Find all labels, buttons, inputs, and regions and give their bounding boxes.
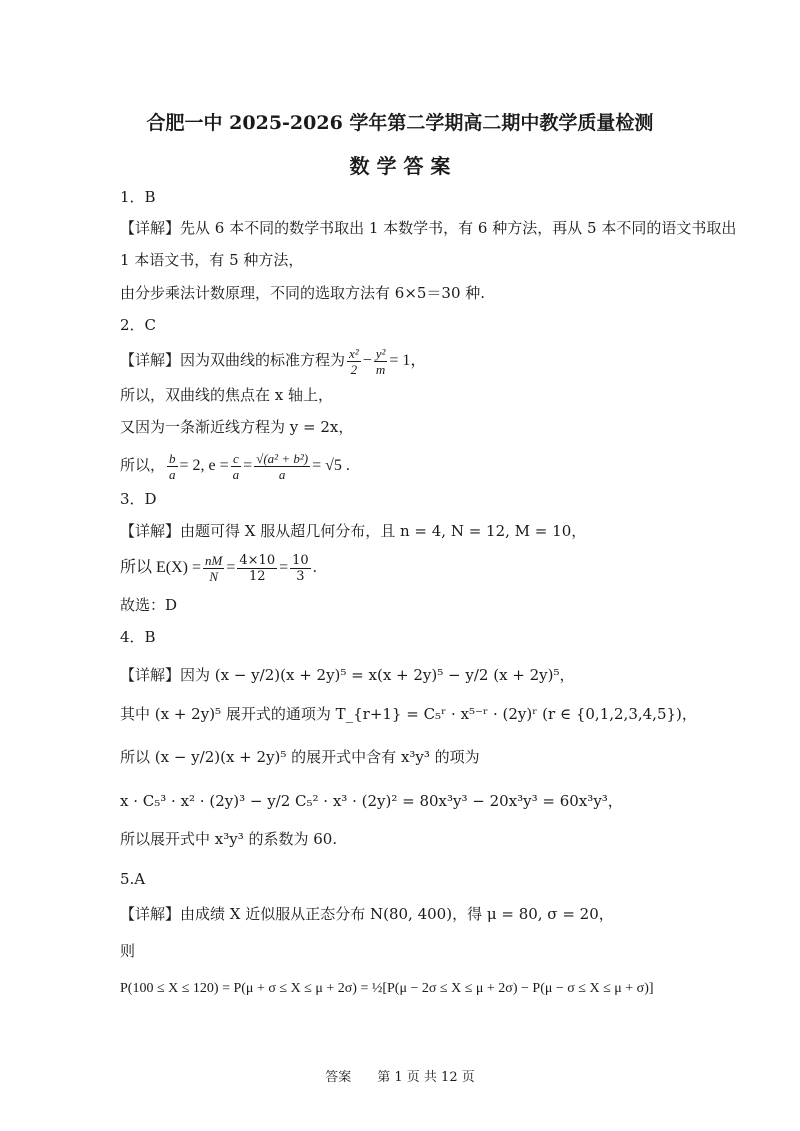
- q1-line3: 由分步乘法计数原理，不同的选取方法有 6×5＝30 种.: [120, 284, 486, 302]
- q2-frac3: [167, 451, 178, 482]
- q4-line4: x · C₅³ · x² · (2y)³ − y/2 C₅² · x³ · (2y)² = 80x³y³ − 20x³y³ = 60x³y³，: [120, 792, 623, 810]
- q1-answer: 1．B: [120, 188, 156, 206]
- q2-line2: 所以，双曲线的焦点在 x 轴上，: [120, 386, 333, 404]
- q4-line3: 所以 (x − y/2)(x + 2y)⁵ 的展开式中含有 x³y³ 的项为: [120, 748, 480, 766]
- q3-frac1-den: N: [209, 568, 219, 584]
- q3-frac1: [203, 553, 224, 584]
- q1-line1: 【详解】先从 6 本不同的数学书取出 1 本数学书，有 6 种方法，再从 5 本不同的语文书取出: [120, 219, 737, 237]
- q2-frac1-num: x²: [349, 345, 359, 361]
- q4-line5: 所以展开式中 x³y³ 的系数为 60.: [120, 830, 338, 848]
- q3-line2-prefix: 所以 E(X) =: [120, 559, 202, 576]
- q3-frac1-num: nM: [205, 552, 223, 568]
- q2-frac1-den: 2: [350, 361, 358, 377]
- page-title: 合肥一中 2025-2026 学年第二学期高二期中教学质量检测: [146, 112, 654, 134]
- q5-line1: 【详解】由成绩 X 近似服从正态分布 N(80, 400)，得 μ = 80, σ = 20，: [120, 905, 614, 923]
- q2-frac5-num: √(a² + b²): [256, 450, 309, 466]
- q2-line4-suffix: = √5 .: [312, 457, 350, 474]
- q5-answer: 5.A: [120, 870, 146, 888]
- q3-frac3-den: 3: [296, 568, 305, 584]
- q4-line1: 【详解】因为 (x − y/2)(x + 2y)⁵ = x(x + 2y)⁵ − y/2 (x + 2y)⁵，: [120, 666, 575, 684]
- q5-line3: P(100 ≤ X ≤ 120) = P(μ + σ ≤ X ≤ μ + 2σ) = ½[P(μ − 2σ ≤ X ≤ μ + 2σ) − P(μ − σ ≤ X ≤ μ + σ)]: [120, 981, 654, 996]
- q3-frac3-num: 10: [292, 552, 309, 568]
- q2-line1-suffix: = 1，: [389, 352, 427, 369]
- q2-line1-prefix: 【详解】因为双曲线的标准方程为: [120, 351, 346, 369]
- q2-frac4-num: c: [231, 451, 242, 467]
- page-footer: 答案 第 1 页 共 12 页: [325, 1070, 475, 1085]
- q3-eq: =: [226, 559, 236, 576]
- q2-frac5: [254, 451, 310, 482]
- q5-line2: 则: [120, 942, 136, 960]
- q3-line3: 故选：D: [120, 596, 178, 614]
- q3-frac3: [290, 553, 311, 584]
- q3-frac2-num: 4×10: [239, 552, 276, 568]
- q2-frac2: [374, 346, 388, 377]
- q3-line1: 【详解】由题可得 X 服从超几何分布，且 n = 4, N = 12, M = 10，: [120, 522, 587, 540]
- q1-line2: 1 本语文书，有 5 种方法，: [120, 251, 304, 269]
- q2-line4: [120, 446, 350, 484]
- q2-line1: [120, 342, 426, 378]
- page-subtitle: 数 学 答 案: [349, 154, 451, 178]
- q2-minus: −: [362, 352, 372, 369]
- q3-eq2: =: [279, 559, 289, 576]
- q2-frac2-num: y²: [375, 345, 386, 361]
- q2-line4-eq: =: [243, 457, 253, 474]
- q2-frac4-den: a: [232, 466, 240, 482]
- q2-frac1: [347, 346, 361, 377]
- q4-line2: 其中 (x + 2y)⁵ 展开式的通项为 T_{r+1} = C₅ʳ · x⁵⁻ʳ · (2y)ʳ (r ∈ {0,1,2,3,4,5})，: [120, 705, 697, 723]
- q2-frac3-num: b: [169, 450, 176, 466]
- q2-line3: 又因为一条渐近线方程为 y = 2x，: [120, 418, 354, 436]
- q2-line4-mid: = 2, e =: [179, 457, 229, 474]
- q3-line2: [120, 548, 317, 586]
- q2-frac3-den: a: [169, 466, 176, 482]
- q3-frac2: [237, 553, 277, 584]
- q4-answer: 4．B: [120, 628, 156, 646]
- q2-frac2-den: m: [375, 361, 386, 377]
- q2-answer: 2．C: [120, 316, 157, 334]
- q3-answer: 3．D: [120, 490, 157, 508]
- q2-line4-prefix: 所以，: [120, 456, 166, 474]
- q3-frac2-den: 12: [248, 568, 266, 584]
- q2-frac5-den: a: [278, 466, 286, 482]
- q2-frac4: [231, 451, 242, 482]
- q3-line2-suffix: .: [312, 559, 317, 576]
